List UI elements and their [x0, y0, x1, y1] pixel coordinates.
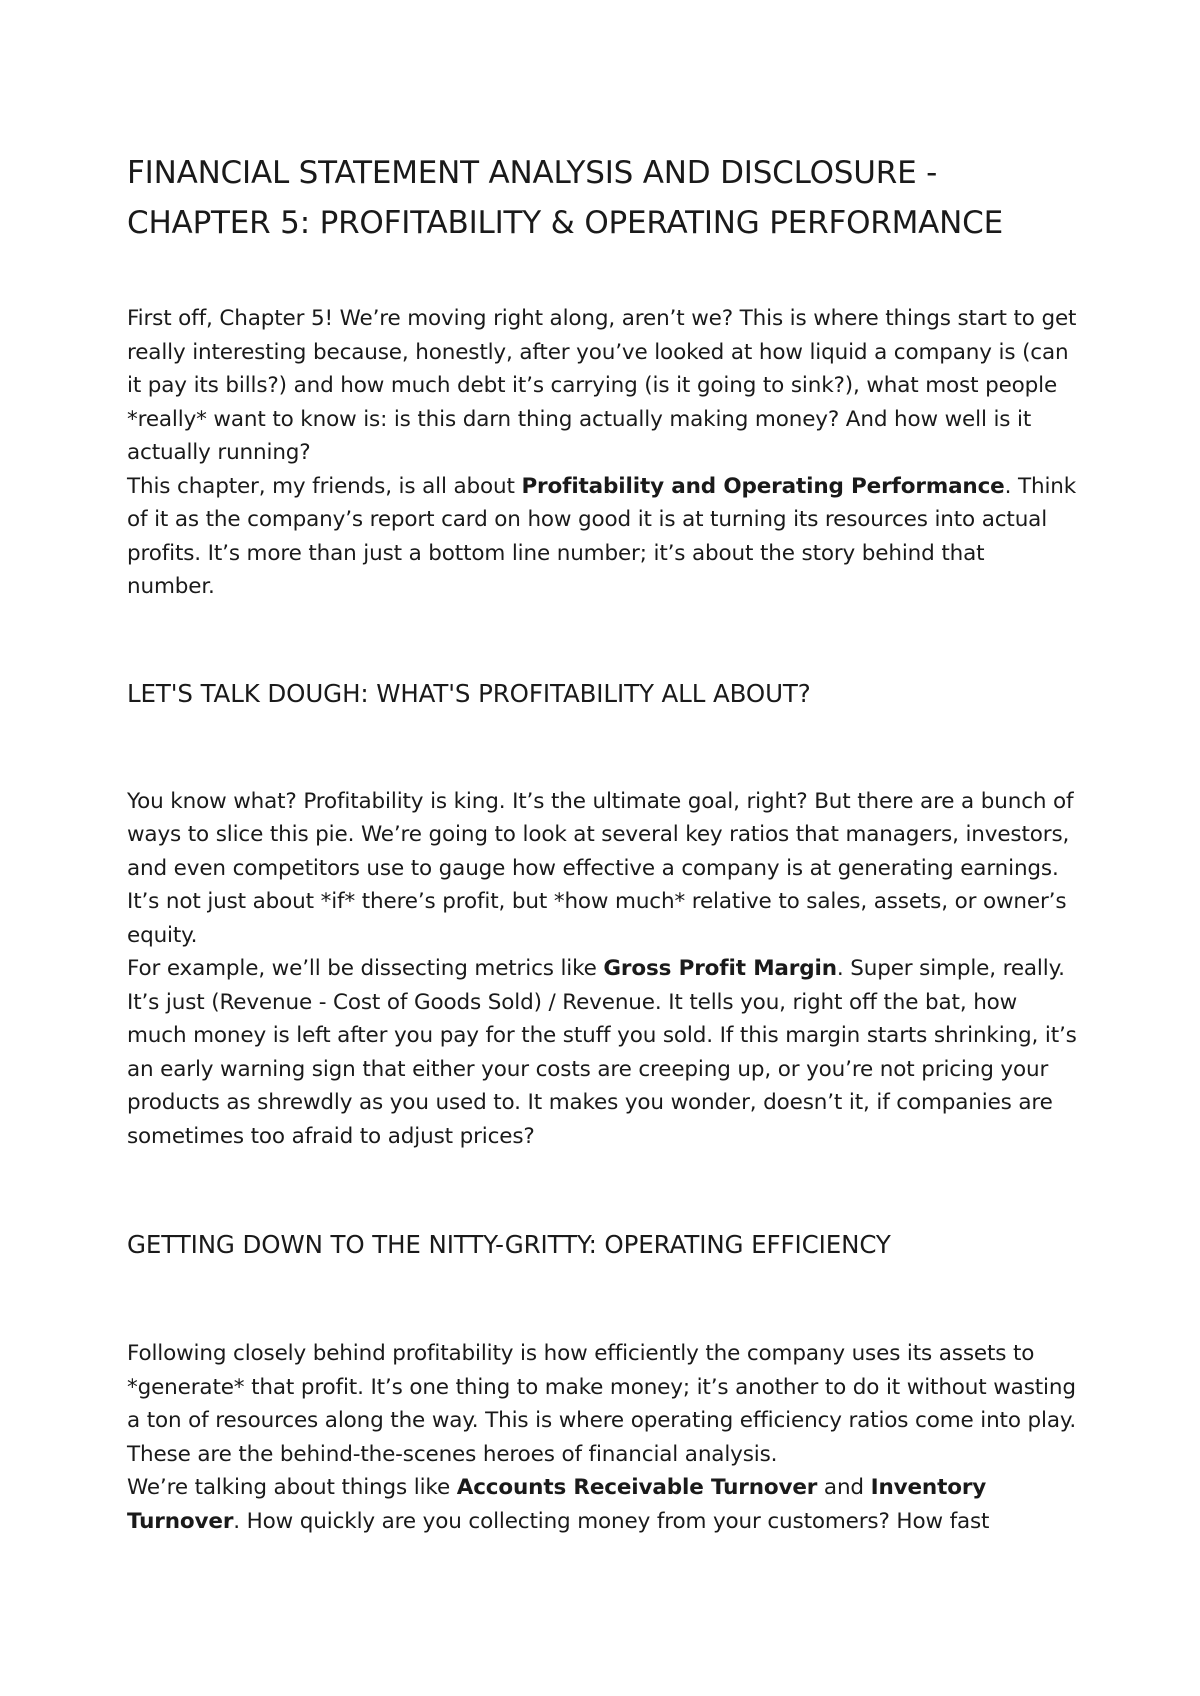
section2-paragraph-1: Following closely behind profitability is how efficiently the company uses its assets to *generate* that profit. It’s one thing to make money; it’s another to do it without wasting a ton of resources along the way. This is where operating efficiency ratios come into play. These are the behind-the-scenes heroes of financial analysis. — [127, 1341, 1077, 1467]
s2-p2-bold-term-1: Accounts Receivable Turnover — [456, 1475, 818, 1500]
section-heading-profitability: LET'S TALK DOUGH: WHAT'S PROFITABILITY ALL ABOUT? — [127, 678, 811, 708]
intro-p2-bold-term: Profitability and Operating Performance — [521, 473, 1005, 499]
intro-paragraph-2 — [127, 470, 1077, 604]
document-page — [127, 148, 1077, 1538]
s2-p2-bold-term-2: Inventory Turnover — [127, 1475, 987, 1534]
intro-p2-text-start: This chapter, my friends, is all about — [127, 473, 522, 499]
intro-paragraph-1: First off, Chapter 5! We’re moving right along, aren’t we? This is where things start to get really interesting because, honestly, after you’ve looked at how liquid a company is (can it pay its bills?) and how much debt it’s carrying (is it going to sink?), what most people *really* want to know is: is this darn thing actually making money? And how well is it actually running? — [127, 306, 1077, 465]
section2-paragraph-2 — [127, 1471, 1077, 1538]
section-heading-operating-efficiency: GETTING DOWN TO THE NITTY-GRITTY: OPERATING EFFICIENCY — [127, 1230, 891, 1259]
intro-p2-text-end: . Think of it as the company’s report card on how good it is at turning its resources into actual profits. It’s more than just a bottom line number; it’s about the story behind that number. — [127, 473, 1077, 599]
page-title: FINANCIAL STATEMENT ANALYSIS AND DISCLOSURE - CHAPTER 5: PROFITABILITY & OPERATING PERFORMANCE — [127, 155, 1003, 241]
s2-p2-text-mid: and — [817, 1475, 871, 1500]
s1-p2-text-end: . Super simple, really. It’s just (Revenue - Cost of Goods Sold) / Revenue. It tells you, right off the bat, how much money is left after you pay for the stuff you sold. If this margin starts shrinking, it’s an early warning sign that either your costs are creeping up, or you’re not pricing your products as shrewdly as you used to. It makes you wonder, doesn’t it, if companies are sometimes too afraid to adjust prices? — [127, 956, 1077, 1149]
section1-paragraph-2 — [127, 952, 1077, 1153]
s1-p2-text-start: For example, we’ll be dissecting metrics like — [127, 956, 604, 981]
s1-p2-bold-term: Gross Profit Margin — [603, 956, 837, 981]
s2-p2-text-start: We’re talking about things like — [127, 1475, 457, 1500]
section1-paragraph-1: You know what? Profitability is king. It’s the ultimate goal, right? But there are a bunch of ways to slice this pie. We’re going to look at several key ratios that managers, investors, and even competitors use to gauge how effective a company is at generating earnings. It’s not just about *if* there’s profit, but *how much* relative to sales, assets, or owner’s equity. — [127, 788, 1074, 948]
s2-p2-text-end: . How quickly are you collecting money from your customers? How fast — [233, 1508, 990, 1534]
